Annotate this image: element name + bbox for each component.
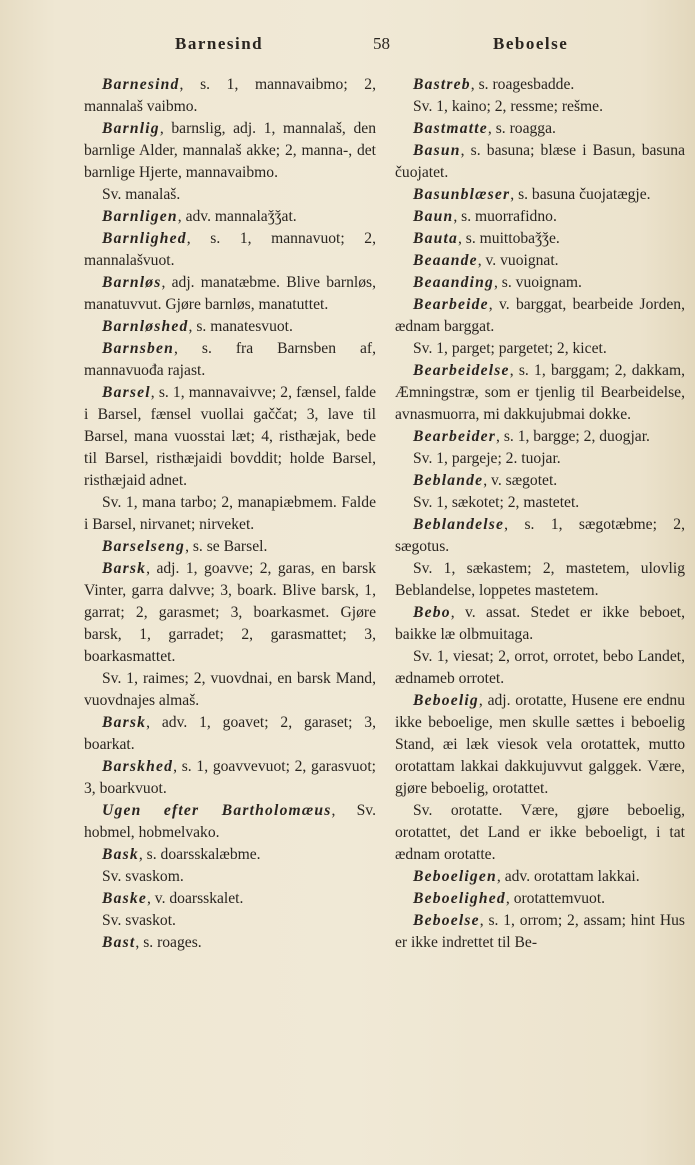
entry-definition: Sv. svaskot. <box>102 912 176 929</box>
entry-definition: , s. roagga. <box>487 120 556 137</box>
entry-definition: , s. 1, bargge; 2, duogjar. <box>496 428 650 445</box>
dictionary-entry <box>84 910 376 932</box>
entry-definition: , v. sægotet. <box>483 472 558 489</box>
dictionary-entry <box>395 228 685 250</box>
dictionary-entry <box>84 184 376 206</box>
dictionary-entry <box>395 338 685 360</box>
dictionary-entry <box>395 448 685 470</box>
dictionary-entry <box>395 910 685 954</box>
dictionary-entry <box>84 74 376 118</box>
entry-definition: , s. 1, goavvevuot; 2, garasvuot; 3, boarkvuot. <box>84 758 376 797</box>
dictionary-entry <box>395 866 685 888</box>
entry-definition: Sv. 1, sækotet; 2, mastetet. <box>413 494 580 511</box>
entry-definition: Sv. 1, mana tarbo; 2, manapiæbmem. Falde i Barsel, nirvanet; nirveket. <box>84 494 376 533</box>
entry-definition: , adv. orotattam lakkai. <box>496 868 640 885</box>
dictionary-entry <box>395 646 685 690</box>
header-left-guideword: Barnesind <box>175 34 264 53</box>
headword: Barsk <box>102 560 147 577</box>
running-header <box>0 34 695 62</box>
page-number: 58 <box>373 34 390 53</box>
headword: Barnløs <box>102 274 162 291</box>
dictionary-entry <box>395 140 685 184</box>
dictionary-entry <box>395 118 685 140</box>
entry-definition: , orotattemvuot. <box>505 890 606 907</box>
headword: Barnlig <box>102 120 160 137</box>
headword: Barsel <box>102 384 151 401</box>
entry-definition: , s. muittobaǯǯe. <box>458 230 560 247</box>
dictionary-entry <box>395 514 685 558</box>
dictionary-entry <box>84 316 376 338</box>
entry-definition: , s. 1, sægotæbme; 2, sægotus. <box>395 516 685 555</box>
dictionary-entry <box>84 756 376 800</box>
headword: Bebo <box>413 604 451 621</box>
entry-definition: , adv. mannalaǯǯat. <box>177 208 297 225</box>
entry-definition: , s. manatesvuot. <box>188 318 293 335</box>
dictionary-entry <box>84 668 376 712</box>
dictionary-entry <box>395 800 685 866</box>
dictionary-entry <box>395 426 685 448</box>
dictionary-entry <box>395 96 685 118</box>
dictionary-entry <box>395 360 685 426</box>
dictionary-entry <box>395 602 685 646</box>
headword: Basunblæser <box>413 186 511 203</box>
dictionary-entry <box>84 558 376 668</box>
dictionary-entry <box>395 690 685 800</box>
dictionary-entry <box>84 382 376 492</box>
entry-definition: , s. roagesbadde. <box>470 76 575 93</box>
entry-definition: , s. 1, mannavaivve; 2, fænsel, falde i Barsel, fænsel vuollai gaččat; 3, lave til Barsel, mana vuosstai læt; 4, risthæjak, bede til Barsel, risthæjaidi bovddit; holde Barsel, risthæjaid adnet. <box>84 384 376 489</box>
headword: Beblande <box>413 472 484 489</box>
entry-definition: , adj. 1, goavve; 2, garas, en barsk Vinter, garra dalvve; 3, boark. Blive barsk, 1, garrat; 2, garasmet; 3, boarkasmet. Gjøre barsk, 1, garradet; 2, garasmattet; 3, boarkasmattet. <box>84 560 376 665</box>
entry-definition: , v. barggat, bearbeide Jorden, ædnam barggat. <box>395 296 685 335</box>
dictionary-entry <box>84 536 376 558</box>
dictionary-entry <box>395 184 685 206</box>
headword: Bast <box>102 934 136 951</box>
entry-definition: , s. 1, mannavaibmo; 2, mannalaš vaibmo. <box>84 76 376 115</box>
entry-definition: , s. roages. <box>135 934 202 951</box>
dictionary-entry <box>84 888 376 910</box>
headword: Barnsben <box>102 340 174 357</box>
headword: Bask <box>102 846 139 863</box>
dictionary-entry <box>84 932 376 954</box>
entry-definition: , s. 1, mannavuot; 2, mannalašvuot. <box>84 230 376 269</box>
entry-definition: , s. 1, barggam; 2, dakkam, Æmningstræ, som er tjenlig til Bearbeidelse, avnasmuorra, mi dakkujubmai dokke. <box>395 362 685 423</box>
headword: Beaande <box>413 252 478 269</box>
headword: Beboelighed <box>413 890 506 907</box>
dictionary-entry <box>84 844 376 866</box>
entry-definition: Sv. 1, pargeje; 2. tuojar. <box>413 450 561 467</box>
entry-definition: , s. muorrafidno. <box>453 208 557 225</box>
right-column <box>395 74 685 954</box>
dictionary-entry <box>395 558 685 602</box>
entry-definition: Sv. 1, kaino; 2, ressme; rešme. <box>413 98 603 115</box>
entry-definition: , s. 1, orrom; 2, assam; hint Hus er ikke indrettet til Be- <box>395 912 685 951</box>
headword: Bastreb <box>413 76 471 93</box>
entry-definition: , Sv. hobmel, hobmelvako. <box>84 802 376 841</box>
headword: Beaanding <box>413 274 494 291</box>
headword: Beboelig <box>413 692 479 709</box>
dictionary-entry <box>395 250 685 272</box>
headword: Bastmatte <box>413 120 488 137</box>
dictionary-entry <box>395 492 685 514</box>
dictionary-entry <box>395 206 685 228</box>
dictionary-entry <box>84 338 376 382</box>
entry-definition: Sv. 1, parget; pargetet; 2, kicet. <box>413 340 607 357</box>
dictionary-entry <box>395 888 685 910</box>
entry-definition: Sv. orotatte. Være, gjøre beboelig, orotattet, det Land er ikke beboeligt, i tat ædnam orotatte. <box>395 802 685 863</box>
headword: Beboeligen <box>413 868 497 885</box>
dictionary-entry <box>395 470 685 492</box>
headword: Beboelse <box>413 912 480 929</box>
dictionary-entry <box>84 866 376 888</box>
dictionary-entry <box>84 228 376 272</box>
entry-definition: , v. doarsskalet. <box>146 890 244 907</box>
headword: Basun <box>413 142 461 159</box>
headword: Baun <box>413 208 454 225</box>
headword: Barskhed <box>102 758 174 775</box>
dictionary-entry <box>84 206 376 228</box>
headword: Barnløshed <box>102 318 189 335</box>
entry-definition: , s. basuna čuojatægje. <box>510 186 651 203</box>
entry-definition: Sv. 1, sækastem; 2, mastetem, ulovlig Beblandelse, loppetes mastetem. <box>395 560 685 599</box>
entry-definition: , adj. orotatte, Husene ere endnu ikke beboelige, men skulle sættes i beboelig Stand, æi læk viesok vela orotattek, mutto orotattam lakkai dakkujuvvut galggek. Være, gjøre beboelig, orotattet. <box>395 692 685 797</box>
entry-definition: , v. vuoignat. <box>477 252 559 269</box>
entry-definition: , v. assat. Stedet er ikke beboet, baikke læ olbmuitaga. <box>395 604 685 643</box>
headword: Barnlighed <box>102 230 187 247</box>
entry-definition: , s. basuna; blæse i Basun, basuna čuojatet. <box>395 142 685 181</box>
dictionary-entry <box>395 272 685 294</box>
entry-definition: , s. se Barsel. <box>185 538 268 555</box>
entry-definition: , s. fra Barnsben af, mannavuođa rajast. <box>84 340 376 379</box>
dictionary-entry <box>395 294 685 338</box>
headword: Bearbeider <box>413 428 497 445</box>
headword: Barselseng <box>102 538 186 555</box>
entry-definition: Sv. 1, viesat; 2, orrot, orrotet, bebo Landet, ædnameb orrotet. <box>395 648 685 687</box>
dictionary-entry <box>84 800 376 844</box>
headword: Barnligen <box>102 208 178 225</box>
entry-definition: Sv. svaskom. <box>102 868 184 885</box>
dictionary-entry <box>84 118 376 184</box>
dictionary-entry <box>395 74 685 96</box>
headword: Baske <box>102 890 147 907</box>
headword: Ugen efter Bartholomæus <box>102 802 332 819</box>
left-column <box>84 74 376 954</box>
headword: Beblandelse <box>413 516 505 533</box>
headword: Barnesind <box>102 76 180 93</box>
headword: Bauta <box>413 230 458 247</box>
dictionary-entry <box>84 492 376 536</box>
dictionary-entry <box>84 272 376 316</box>
header-right-guideword: Beboelse <box>493 34 569 53</box>
dictionary-entry <box>84 712 376 756</box>
entry-definition: , s. doarsskalæbme. <box>138 846 261 863</box>
headword: Bearbeide <box>413 296 489 313</box>
entry-definition: , s. vuoignam. <box>494 274 582 291</box>
headword: Bearbeidelse <box>413 362 510 379</box>
entry-definition: Sv. manalaš. <box>102 186 181 203</box>
entry-definition: , barnslig, adj. 1, mannalaš, den barnlige Alder, mannalaš akke; 2, manna-, det barnlige Hjerte, mannavaibmo. <box>84 120 376 181</box>
entry-definition: Sv. 1, raimes; 2, vuovdnai, en barsk Mand, vuovdnajes almaš. <box>84 670 376 709</box>
entry-definition: , adj. manatæbme. Blive barnløs, manatuvvut. Gjøre barnløs, manatuttet. <box>84 274 376 313</box>
entry-definition: , adv. 1, goavet; 2, garaset; 3, boarkat. <box>84 714 376 753</box>
headword: Barsk <box>102 714 147 731</box>
